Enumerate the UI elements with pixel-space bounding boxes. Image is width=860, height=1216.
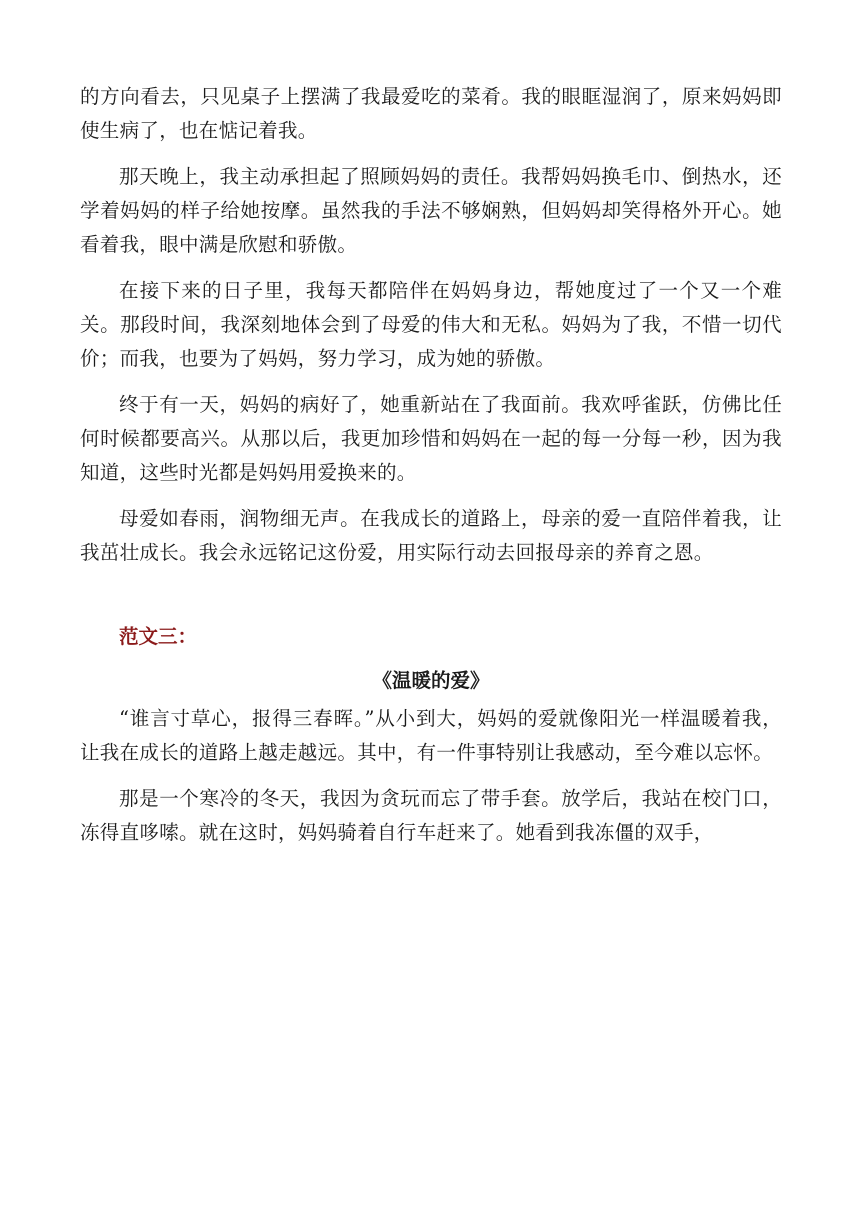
paragraph-continuation: 的方向看去，只见桌子上摆满了我最爱吃的菜肴。我的眼眶湿润了，原来妈妈即使生病了，也在惦记着我。 (80, 85, 782, 142)
paragraph: 在接下来的日子里，我每天都陪伴在妈妈身边，帮她度过了一个又一个难关。那段时间，我深刻地体会到了母爱的伟大和无私。妈妈为了我，不惜一切代价；而我，也要为了妈妈，努力学习，成为她的骄傲。 (80, 279, 782, 370)
paragraph: 终于有一天，妈妈的病好了，她重新站在了我面前。我欢呼雀跃，仿佛比任何时候都要高兴。从那以后，我更加珍惜和妈妈在一起的每一分每一秒，因为我知道，这些时光都是妈妈用爱换来的。 (80, 393, 782, 484)
paragraph: 那是一个寒冷的冬天，我因为贪玩而忘了带手套。放学后，我站在校门口，冻得直哆嗦。就在这时，妈妈骑着自行车赶来了。她看到我冻僵的双手， (80, 787, 782, 844)
essay-title: 《温暖的爱》 (372, 669, 490, 692)
paragraph: 那天晚上，我主动承担起了照顾妈妈的责任。我帮妈妈换毛巾、倒热水，还学着妈妈的样子给她按摩。虽然我的手法不够娴熟，但妈妈却笑得格外开心。她看着我，眼中满是欣慰和骄傲。 (80, 165, 782, 256)
paragraph: 母爱如春雨，润物细无声。在我成长的道路上，母亲的爱一直陪伴着我，让我茁壮成长。我会永远铭记这份爱，用实际行动去回报母亲的养育之恩。 (80, 507, 782, 564)
section-heading: 范文三： (119, 625, 198, 648)
paragraph: “谁言寸草心，报得三春晖。”从小到大，妈妈的爱就像阳光一样温暖着我，让我在成长的道路上越走越远。其中，有一件事特别让我感动，至今难以忘怀。 (80, 707, 782, 764)
document-body (80, 80, 782, 850)
